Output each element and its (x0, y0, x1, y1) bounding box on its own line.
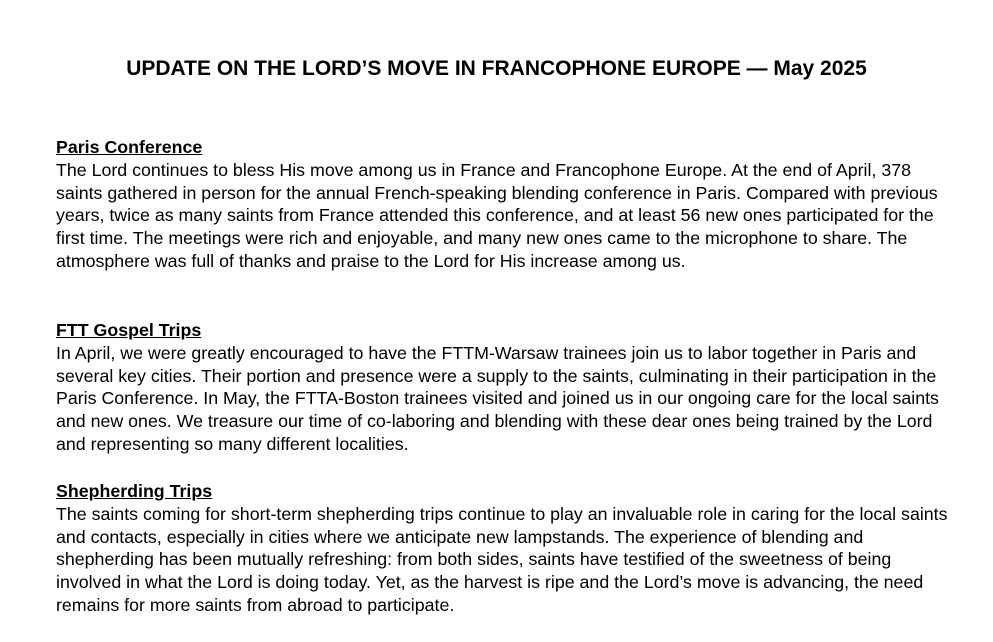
section-ftt-gospel-trips (56, 319, 956, 456)
section-body-shepherding-trips: The saints coming for short-term shepherding trips continue to play an invaluable role in caring for the local saints and contacts, especially in cities where we anticipate new lampstands. The experience of blending and shepherding has been mutually refreshing: from both sides, saints have testified of the sweetness of being involved in what the Lord is doing today. Yet, as the harvest is ripe and the Lord’s move is advancing, the need remains for more saints from abroad to participate. (56, 503, 948, 615)
section-body-ftt-gospel-trips: In April, we were greatly encouraged to have the FTTM-Warsaw trainees join us to labor together in Paris and several key cities. Their portion and presence were a supply to the saints, culminating in their participation in the Paris Conference. In May, the FTTA-Boston trainees visited and joined us in our ongoing care for the local saints and new ones. We treasure our time of co-laboring and blending with these dear ones being trained by the Lord and representing so many different localities. (56, 342, 939, 454)
section-heading-paris-conference: Paris Conference (56, 137, 203, 157)
section-heading-ftt-gospel-trips: FTT Gospel Trips (56, 320, 202, 340)
section-body-paris-conference: The Lord continues to bless His move among us in France and Francophone Europe. At the end of April, 378 saints gathered in person for the annual French-speaking blending conference in Paris. Compared with previous years, twice as many saints from France attended this conference, and at least 56 new ones participated for the first time. The meetings were rich and enjoyable, and many new ones came to the microphone to share. The atmosphere was full of thanks and praise to the Lord for His increase among us. (56, 159, 938, 271)
section-paris-conference (56, 136, 956, 273)
section-shepherding-trips (56, 480, 956, 617)
document-title: UPDATE ON THE LORD’S MOVE IN FRANCOPHONE EUROPE — May 2025 (126, 57, 867, 80)
section-heading-shepherding-trips: Shepherding Trips (56, 481, 213, 501)
